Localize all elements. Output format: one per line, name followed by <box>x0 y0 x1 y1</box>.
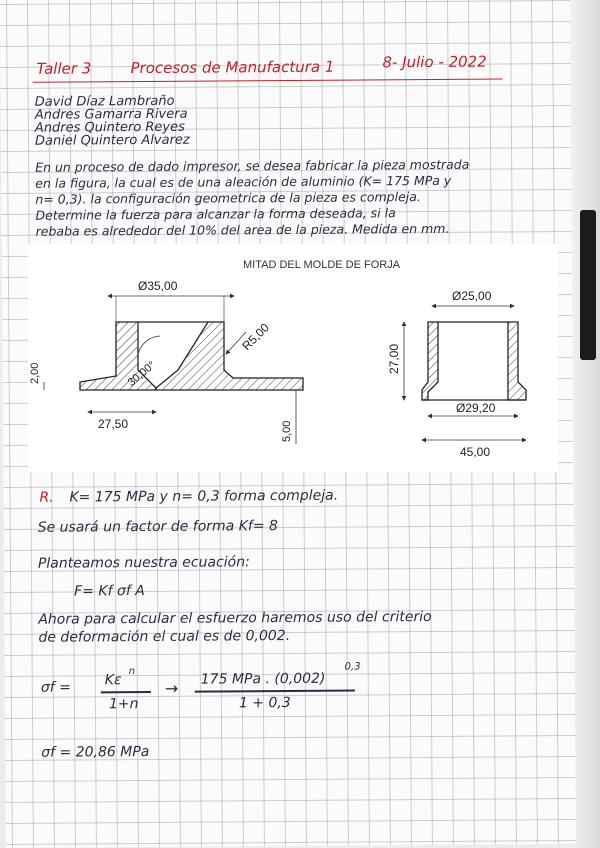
course-label: Taller 3 <box>36 59 92 78</box>
dim-radius: R5,00 <box>239 320 272 354</box>
dim-bottom-width: 27,50 <box>98 417 129 431</box>
flow-stress-exponent-value: 0,3 <box>344 661 361 673</box>
flow-stress-denominator: 1+n <box>108 696 139 713</box>
dim-top-diameter-right: Ø25,00 <box>452 289 492 303</box>
fraction-bar <box>195 690 355 693</box>
flow-stress-result: σf = 20,86 MPa <box>41 743 150 761</box>
author-name: Daniel Quintero Alvarez <box>34 132 190 149</box>
binder-tab <box>580 210 596 360</box>
flow-stress-exponent: n <box>128 666 136 678</box>
problem-line: Determine la fuerza para alcanzar la forma deseada, si la <box>35 205 396 223</box>
problem-line: en la figura, la cual es de una aleación de aluminio (K= 175 MPa y <box>35 172 452 191</box>
solution-line: Ahora para calcular el esfuerzo haremos uso del criterio <box>38 609 432 628</box>
author-name: Andres Quintero Reyes <box>34 119 185 136</box>
problem-line: n= 0,3). la configuración geometrica de la pieza es compleja. <box>35 189 421 207</box>
flow-stress-denominator-values: 1 + 0,3 <box>238 694 291 712</box>
author-name: David Díaz Lambraño <box>34 93 175 110</box>
author-name: Andres Gamarra Rivera <box>34 106 188 123</box>
solution-line: de deformación el cual es de 0,002. <box>38 627 291 646</box>
dim-offset: 5,00 <box>281 420 293 442</box>
solution-line: Se usará un factor de forma Kf= 8 <box>37 518 278 536</box>
problem-line: En un proceso de dado impresor, se desea fabricar la pieza mostrada <box>35 156 470 175</box>
dim-flange-height: 2,00 <box>29 362 41 384</box>
dim-height: 27,00 <box>387 343 401 374</box>
flow-stress-lhs: σf = <box>40 679 71 696</box>
left-section-view <box>29 279 303 444</box>
technical-drawing <box>28 244 558 472</box>
forging-die-figure <box>28 244 558 472</box>
date-label: 8- Julio - 2022 <box>382 52 487 72</box>
solution-line: Planteamos nuestra ecuación: <box>37 554 250 572</box>
fraction-bar <box>101 691 151 693</box>
header-underline <box>33 78 503 82</box>
problem-line: rebaba es alrededor del 10% del area de la pieza. Medida en mm. <box>35 220 450 239</box>
dim-overall-width: 45,00 <box>460 445 491 459</box>
figure-caption: MITAD DEL MOLDE DE FORJA <box>243 259 401 271</box>
answer-label: R. <box>39 489 54 506</box>
flow-stress-numerator: Kε <box>104 672 122 689</box>
arrow-icon: → <box>164 678 179 698</box>
given-values: K= 175 MPa y n= 0,3 forma compleja. <box>69 487 339 506</box>
right-section-view <box>387 289 526 459</box>
dim-angle: 30,00° <box>125 359 158 389</box>
flow-stress-numerator-values: 175 MPa . (0,002) <box>200 670 326 688</box>
subject-label: Procesos de Manufactura 1 <box>130 57 335 78</box>
dim-bore-diameter: Ø29,20 <box>456 401 496 415</box>
dim-top-diameter: Ø35,00 <box>138 279 178 293</box>
force-equation: F= Kf σf A <box>74 583 145 600</box>
